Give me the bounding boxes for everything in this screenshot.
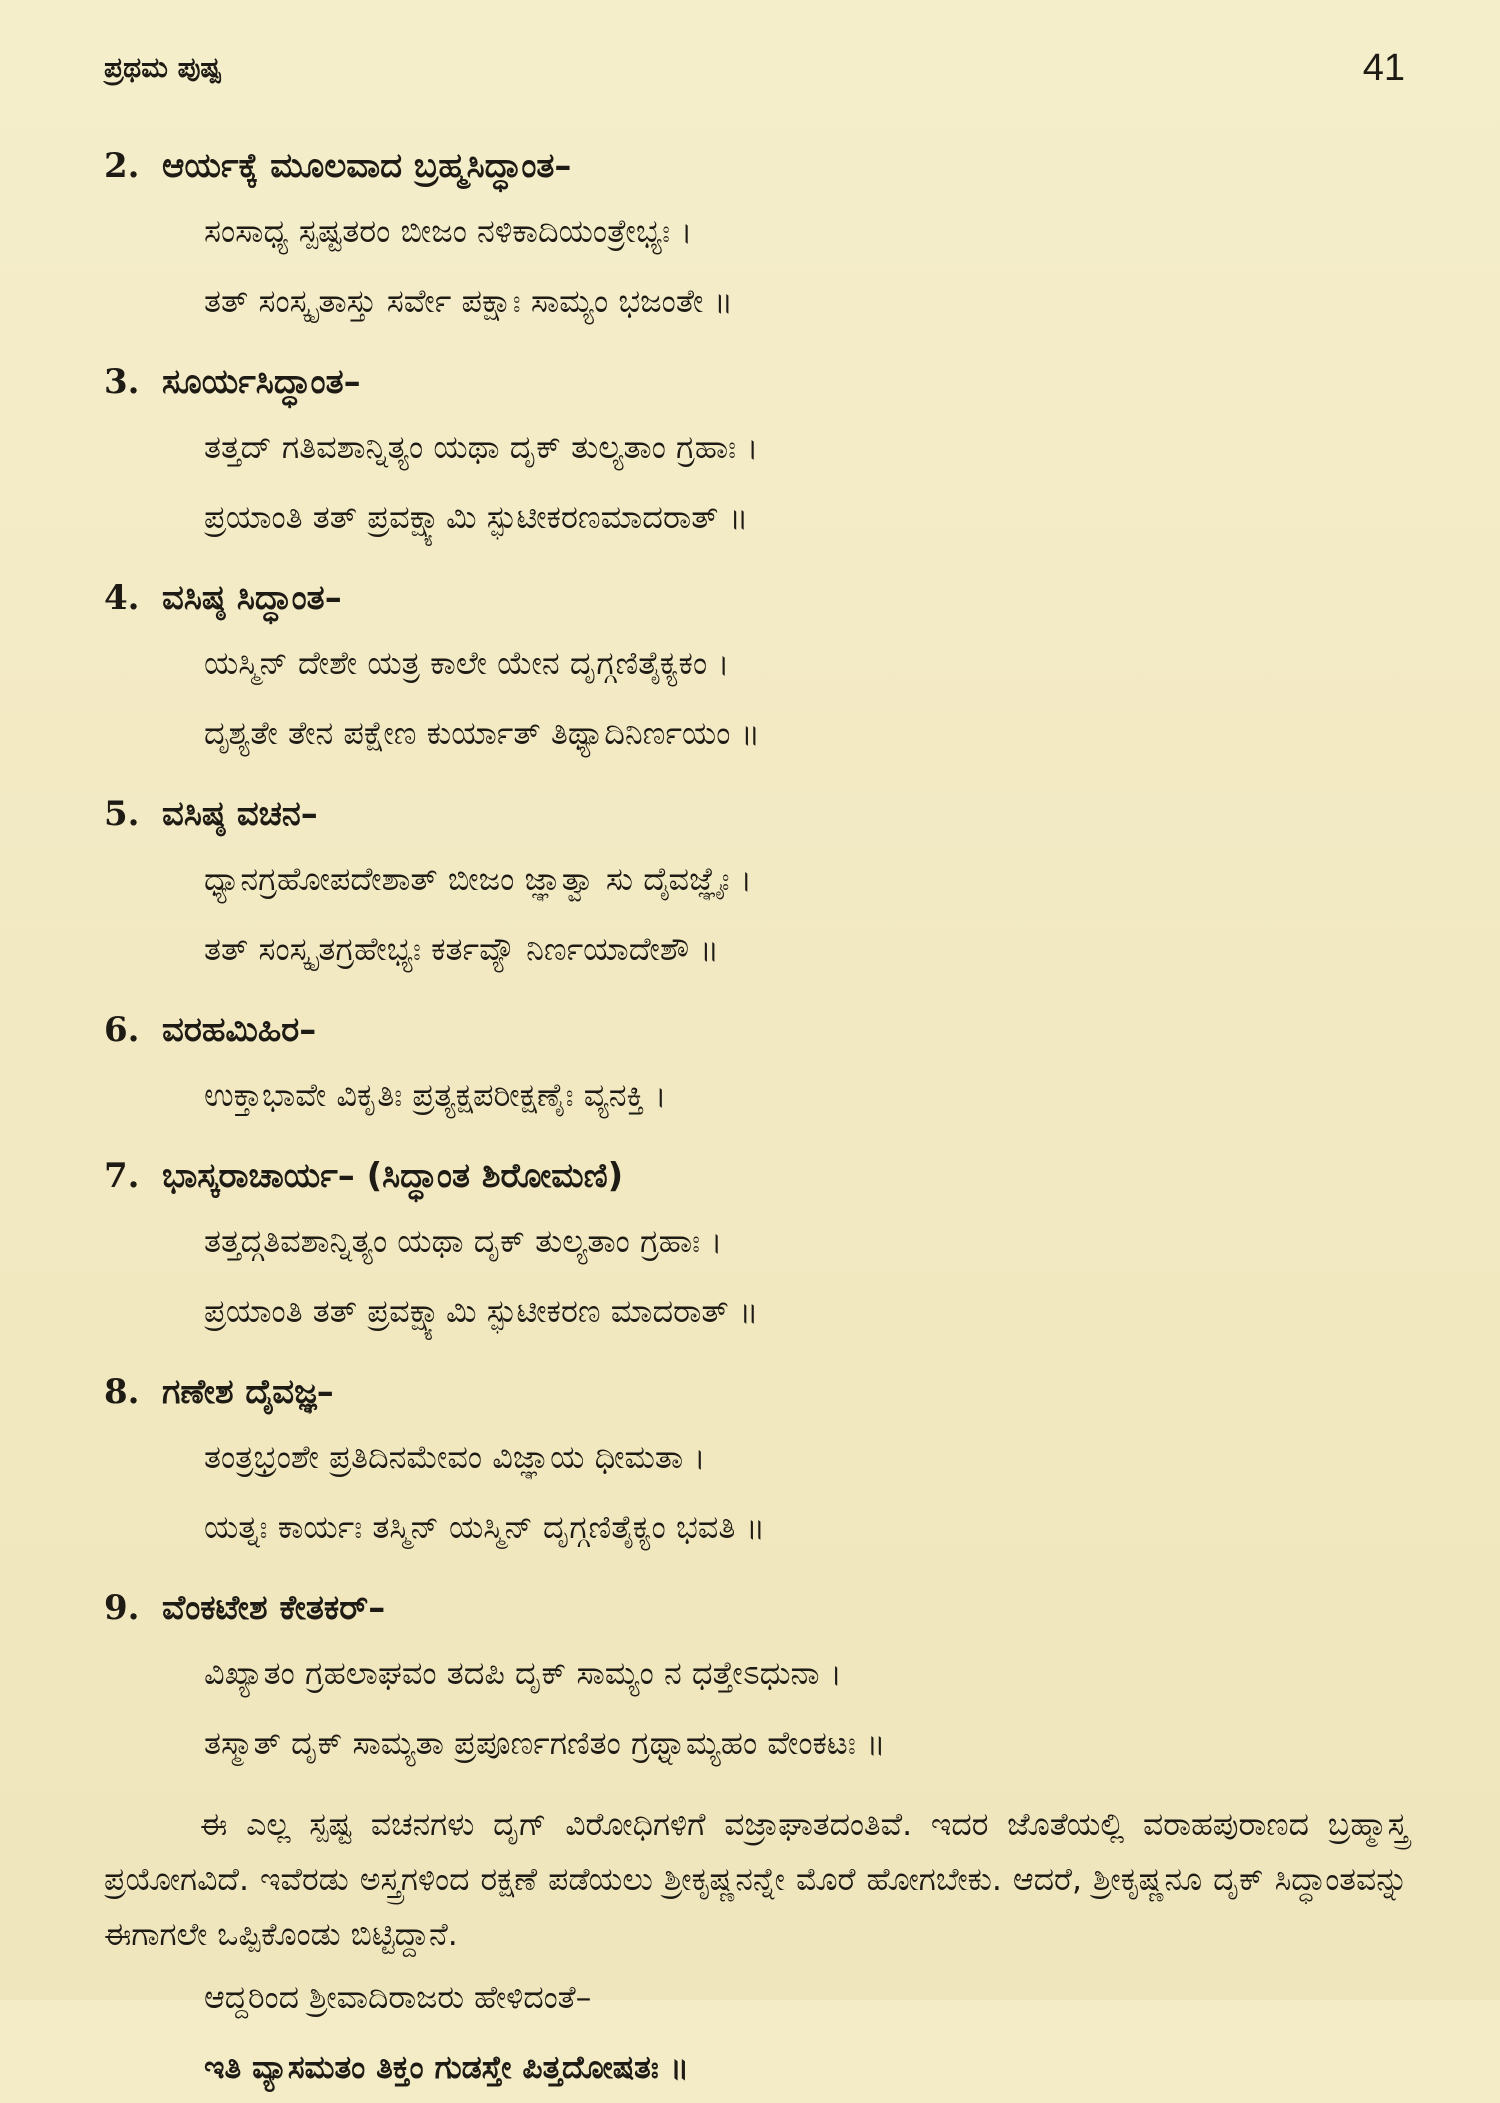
page-number: 41: [1362, 46, 1405, 89]
section-number: 8.: [104, 1372, 140, 1412]
section-title: ಸೂರ್ಯಸಿದ್ಧಾಂತ–: [162, 362, 361, 402]
verse-line: ಉಕ್ತಾಭಾವೇ ವಿಕೃತಿಃ ಪ್ರತ್ಯಕ್ಷಪರೀಕ್ಷಣೈಃ ವ್ಯನಕ್ತಿ ।: [204, 1076, 667, 1114]
verse-section: [104, 1366, 1408, 1562]
section-number: 5.: [104, 794, 140, 834]
section-heading: [104, 1150, 1408, 1206]
verse-section: [104, 356, 1408, 552]
section-number: 7.: [104, 1156, 140, 1196]
verse-line: ಧ್ಯಾನಗ್ರಹೋಪದೇಶಾತ್ ಬೀಜಂ ಜ್ಞಾತ್ವಾ ಸು ದೈವಜ್ಞೈಃ ।: [204, 860, 752, 898]
section-heading: [104, 788, 1408, 844]
verse-line: ತಂತ್ರಭ್ರಂಶೇ ಪ್ರತಿದಿನಮೇವಂ ವಿಜ್ಞಾಯ ಧೀಮತಾ ।: [204, 1438, 706, 1476]
section-title: ವಸಿಷ್ಠ ವಚನ–: [162, 794, 318, 834]
verse-line: ಯತ್ನಃ ಕಾರ್ಯಃ ತಸ್ಮಿನ್ ಯಸ್ಮಿನ್ ದೃಗ್ಗಣಿತೈಕ್ಯಂ ಭವತಿ ॥: [204, 1508, 766, 1546]
verse-line: ತತ್ ಸಂಸ್ಕೃತಗ್ರಹೇಭ್ಯಃ ಕರ್ತವ್ಯೌ ನಿರ್ಣಯಾದೇಶೌ ॥: [204, 930, 720, 968]
section-title: ವೆಂಕಟೇಶ ಕೇತಕರ್–: [162, 1588, 386, 1628]
verse-line: ವಿಖ್ಯಾತಂ ಗ್ರಹಲಾಘವಂ ತದಪಿ ದೃಕ್ ಸಾಮ್ಯಂ ನ ಧತ್ತೇಽಧುನಾ ।: [204, 1654, 842, 1692]
section-list: [104, 140, 1408, 1778]
section-heading: [104, 356, 1408, 412]
section-heading: [104, 140, 1408, 196]
verse-line: ದೃಶ್ಯತೇ ತೇನ ಪಕ್ಷೇಣ ಕುರ್ಯಾತ್ ತಿಥ್ಯಾದಿನಿರ್ಣಯಂ ॥: [204, 714, 761, 752]
section-heading: [104, 1366, 1408, 1422]
section-title: ಗಣೇಶ ದೈವಜ್ಞ–: [162, 1372, 334, 1412]
verse-line: ತತ್ತದ್ಗತಿವಶಾನ್ನಿತ್ಯಂ ಯಥಾ ದೃಕ್ ತುಲ್ಯತಾಂ ಗ್ರಹಾಃ ।: [204, 1222, 723, 1260]
verse-line: ಪ್ರಯಾಂತಿ ತತ್ ಪ್ರವಕ್ಷ್ಯಾಮಿ ಸ್ಫುಟೀಕರಣಮಾದರಾತ್ ॥: [204, 498, 749, 536]
closing-intro: ಆದ್ದರಿಂದ ಶ್ರೀವಾದಿರಾಜರು ಹೇಳಿದಂತೆ–: [204, 1980, 592, 2016]
section-heading: [104, 1004, 1408, 1060]
section-number: 3.: [104, 362, 140, 402]
verse-line: ತತ್ತದ್ ಗತಿವಶಾನ್ನಿತ್ಯಂ ಯಥಾ ದೃಕ್ ತುಲ್ಯತಾಂ ಗ್ರಹಾಃ ।: [204, 428, 759, 466]
chapter-title: ಪ್ರಥಮ ಪುಷ್ಪ: [104, 51, 222, 84]
section-title: ಆರ್ಯಕ್ಕೆ ಮೂಲವಾದ ಬ್ರಹ್ಮಸಿದ್ಧಾಂತ–: [162, 146, 572, 186]
page-content: [104, 140, 1408, 2103]
verse-line: ತಸ್ಮಾತ್ ದೃಕ್ ಸಾಮ್ಯತಾ ಪ್ರಪೂರ್ಣಗಣಿತಂ ಗ್ರಥ್ನಾಮ್ಯಹಂ ವೇಂಕಟಃ ॥: [204, 1724, 886, 1762]
section-title: ಭಾಸ್ಕರಾಚಾರ್ಯ– (ಸಿದ್ಧಾಂತ ಶಿರೋಮಣಿ): [162, 1156, 624, 1196]
section-title: ವಸಿಷ್ಠ ಸಿದ್ಧಾಂತ–: [162, 578, 342, 618]
section-number: 2.: [104, 146, 140, 186]
section-number: 6.: [104, 1010, 140, 1050]
closing-verse: ಇತಿ ವ್ಯಾಸಮತಂ ತಿಕ್ತಂ ಗುಡಸ್ತೇ ಪಿತ್ತದೋಷತಃ ॥: [204, 2050, 689, 2086]
section-number: 9.: [104, 1588, 140, 1628]
verse-line: ಯಸ್ಮಿನ್ ದೇಶೇ ಯತ್ರ ಕಾಲೇ ಯೇನ ದೃಗ್ಗಣಿತೈಕ್ಯಕಂ ।: [204, 644, 730, 682]
section-heading: [104, 1582, 1408, 1638]
verse-line: ಸಂಸಾಧ್ಯ ಸ್ಪಷ್ಟತರಂ ಬೀಜಂ ನಳಿಕಾದಿಯಂತ್ರೇಭ್ಯಃ ।: [204, 212, 693, 250]
verse-section: [104, 140, 1408, 336]
running-header: [104, 40, 1405, 96]
verse-section: [104, 1004, 1408, 1130]
section-number: 4.: [104, 578, 140, 618]
verse-line: ತತ್ ಸಂಸ್ಕೃತಾಸ್ತು ಸರ್ವೇ ಪಕ್ಷಾಃ ಸಾಮ್ಯಂ ಭಜಂತೇ ॥: [204, 282, 734, 320]
verse-line: ಪ್ರಯಾಂತಿ ತತ್ ಪ್ರವಕ್ಷ್ಯಾಮಿ ಸ್ಫುಟೀಕರಣ ಮಾದರಾತ್ ॥: [204, 1292, 759, 1330]
verse-section: [104, 572, 1408, 768]
verse-section: [104, 1150, 1408, 1346]
section-heading: [104, 572, 1408, 628]
verse-section: [104, 788, 1408, 984]
section-title: ವರಹಮಿಹಿರ–: [162, 1010, 317, 1050]
verse-section: [104, 1582, 1408, 1778]
body-paragraph: ಈ ಎಲ್ಲ ಸ್ಪಷ್ಟ ವಚನಗಳು ದೃಗ್ ವಿರೋಧಿಗಳಿಗೆ ವಜ್ರಾಘಾತದಂತಿವೆ. ಇದರ ಜೊತೆಯಲ್ಲಿ ವರಾಹಪುರಾಣದ ಬ್ರಹ್ಮಾಸ್ತ್ರ ಪ್ರಯೋಗವಿದೆ. ಇವೆರಡು ಅಸ್ತ್ರಗಳಿಂದ ರಕ್ಷಣೆ ಪಡೆಯಲು ಶ್ರೀಕೃಷ್ಣನನ್ನೇ ಮೊರೆ ಹೋಗಬೇಕು. ಆದರೆ, ಶ್ರೀಕೃಷ್ಣನೂ ದೃಕ್ ಸಿದ್ಧಾಂತವನ್ನು ಈಗಾಗಲೇ ಒಪ್ಪಿಕೊಂಡು ಬಿಟ್ಟಿದ್ದಾನೆ.: [104, 1807, 1408, 1953]
